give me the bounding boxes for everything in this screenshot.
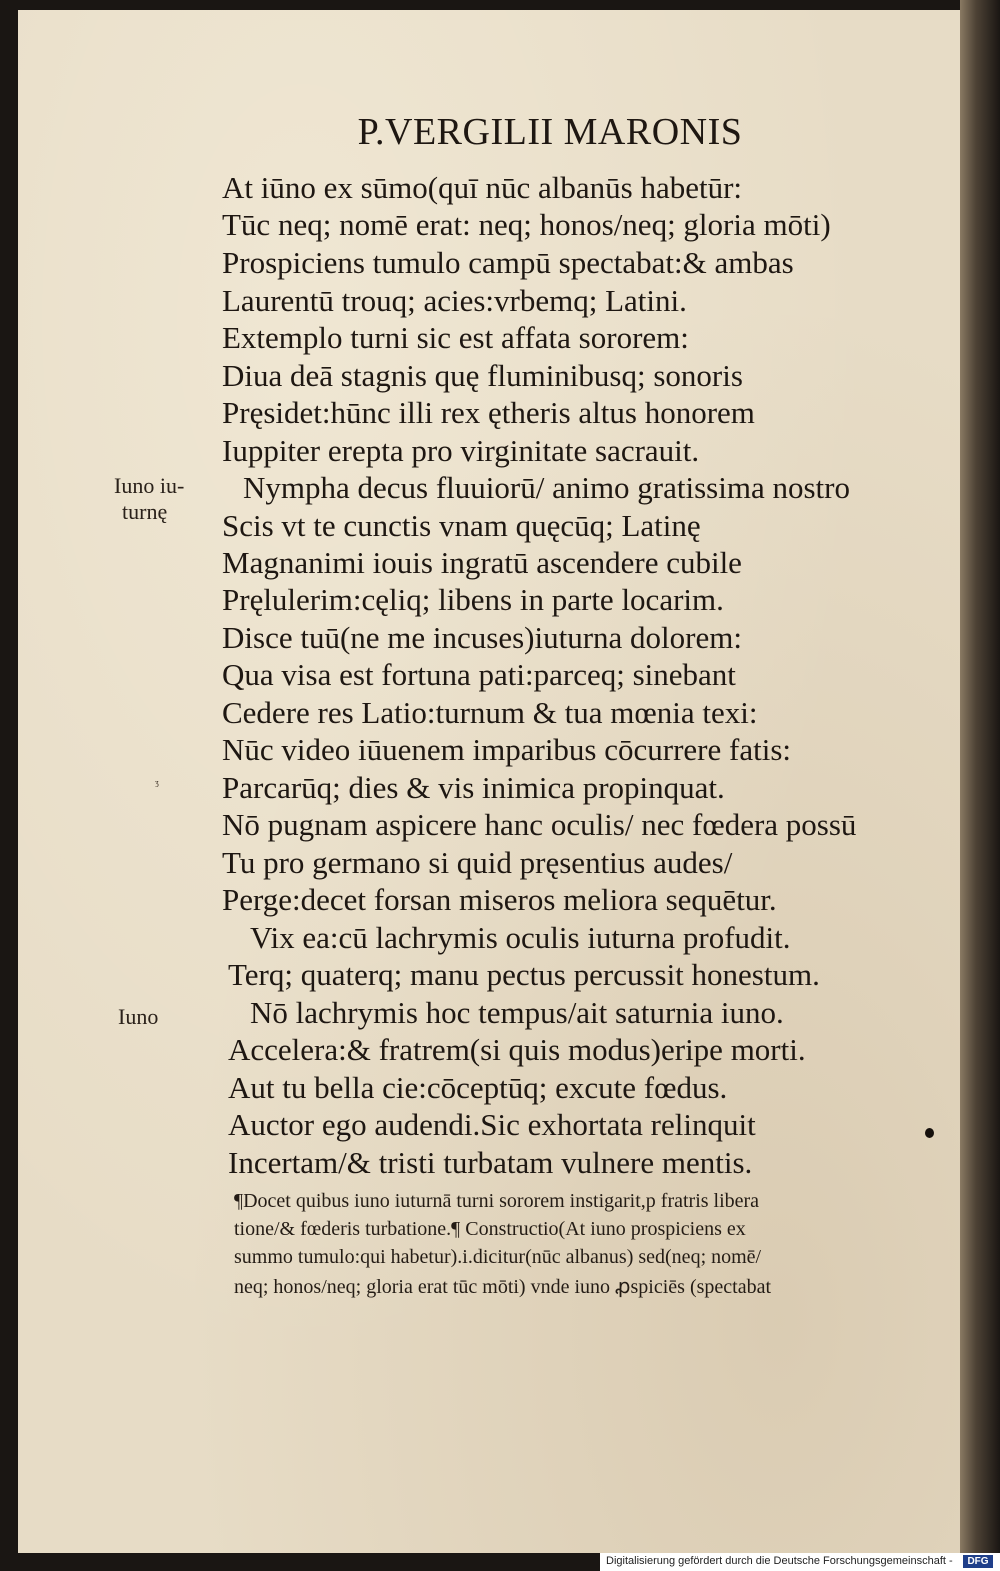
- book-gutter: [960, 0, 1000, 1553]
- verse-line: Prospiciens tumulo campū spectabat:& ambas: [222, 245, 794, 280]
- verse-line: Parcarūq; dies & vis inimica propinquat.: [222, 770, 725, 805]
- marginal-note-iuno: Iuno: [118, 1004, 159, 1029]
- verse-line: Magnanimi iouis ingratū ascendere cubile: [222, 545, 742, 580]
- verse-line: Terq; quaterq; manu pectus percussit honestum.: [228, 957, 820, 992]
- ink-dot: [925, 1128, 934, 1138]
- verse-line: Nō lachrymis hoc tempus/ait saturnia iuno.: [250, 995, 784, 1030]
- commentary-line: ¶Docet quibus iuno iuturnā turni sororem instigarit,p fratris libera: [234, 1190, 760, 1212]
- verse-line: Disce tuū(ne me incuses)iuturna dolorem:: [222, 620, 742, 655]
- marginal-note-iuno-iuturne: Iuno iu-: [114, 473, 185, 498]
- verse-line: Perge:decet forsan miseros meliora sequētur.: [222, 882, 777, 917]
- dfg-logo: DFG: [963, 1555, 993, 1568]
- verse-line: At iūno ex sūmo(quī nūc albanūs habetūr:: [222, 170, 743, 205]
- verse-line: Incertam/& tristi turbatam vulnere mentis.: [228, 1145, 753, 1180]
- verse-line: Tu pro germano si quid pręsentius audes/: [222, 845, 733, 880]
- marginal-mark: ᶾ: [155, 778, 159, 793]
- marginal-note-iuno-iuturne: turnę: [122, 499, 168, 524]
- verse-line: Nympha decus fluuiorū/ animo gratissima nostro: [243, 470, 850, 505]
- verse-line: Cedere res Latio:turnum & tua mœnia texi:: [222, 695, 758, 730]
- verse-line: Aut tu bella cie:cōceptūq; excute fœdus.: [228, 1070, 728, 1105]
- verse-line: Scis vt te cunctis vnam quęcūq; Latinę: [222, 508, 701, 543]
- verse-line: Diua deā stagnis quę fluminibusq; sonoris: [222, 358, 743, 393]
- verse-line: Laurentū trouq; acies:vrbemq; Latini.: [222, 283, 687, 318]
- digitization-credit: Digitalisierung gefördert durch die Deutsche Forschungsgemeinschaft -: [606, 1555, 953, 1567]
- commentary-line: neq; honos/neq; gloria erat tūc mōti) vnde iuno ꝓspiciēs (spectabat: [234, 1276, 772, 1298]
- verse-line: Pręsidet:hūnc illi rex ętheris altus honorem: [222, 395, 755, 430]
- verse-line: Accelera:& fratrem(si quis modus)eripe morti.: [228, 1032, 806, 1067]
- verse-line: Nō pugnam aspicere hanc oculis/ nec fœdera possū: [222, 807, 857, 842]
- verse-line: Auctor ego audendi.Sic exhortata relinquit: [228, 1107, 756, 1142]
- verse-line: Extemplo turni sic est affata sororem:: [222, 320, 689, 355]
- running-heading: P.VERGILII MARONIS: [357, 111, 743, 153]
- commentary-line: summo tumulo:qui habetur).i.dicitur(nūc albanus) sed(neq; nomē/: [234, 1246, 762, 1268]
- commentary-line: tione/& fœderis turbatione.¶ Constructio(At iuno prospiciens ex: [234, 1218, 746, 1240]
- verse-line: Nūc video iūuenem imparibus cōcurrere fatis:: [222, 732, 791, 767]
- verse-line: Tūc neq; nomē erat: neq; honos/neq; gloria mōti): [222, 207, 831, 242]
- verse-line: Iuppiter erepta pro virginitate sacrauit.: [222, 433, 700, 468]
- verse-line: Vix ea:cū lachrymis oculis iuturna profudit.: [250, 920, 791, 955]
- verse-line: Pręlulerim:cęliq; libens in parte locarim.: [222, 582, 724, 617]
- verse-line: Qua visa est fortuna pati:parceq; sinebant: [222, 657, 736, 692]
